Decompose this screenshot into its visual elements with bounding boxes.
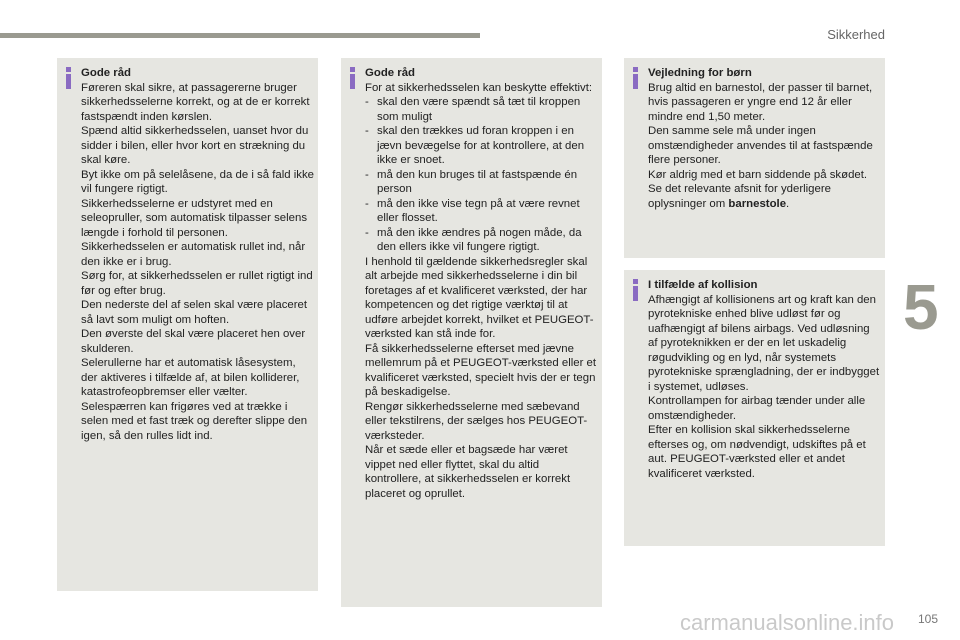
reference-link: barnestole	[728, 197, 787, 210]
tip-paragraph: Få sikkerhedsselerne efterset med jævne mellemrum på et PEUGEOT-værksted eller et kvalificeret værksted, specielt hvis der er tegn på beskadigelse.	[365, 342, 597, 398]
tip-title: Vejledning for børn	[648, 67, 752, 79]
chapter-number: 5	[903, 271, 939, 343]
tip-paragraph: Kontrollampen for airbag tænder under alle omstændigheder.	[648, 395, 866, 422]
section-title: Sikkerhed	[827, 27, 885, 42]
tip-paragraph: Afhængigt af kollisionens art og kraft kan den pyrotekniske enhed blive udløst før og uafhængigt af bilens airbags. Ved udløsning af pyroteknikken er der en let uskadelig røgudvikling og en lyd, når systemets pyrotekniske sprængladning, der er indbygget i systemet, udløses.	[648, 293, 880, 393]
tip-content	[648, 278, 881, 481]
page-number: 105	[917, 612, 938, 626]
tip-paragraph: Den nederste del af selen skal være placeret så lavt som muligt om hoften.	[81, 299, 308, 326]
tip-panel-general	[57, 58, 318, 591]
tip-title: Gode råd	[365, 67, 416, 79]
tip-title: I tilfælde af kollision	[648, 279, 758, 291]
tip-paragraph: Føreren skal sikre, at passagererne bruger sikkerhedsselerne korrekt, og at de er korrekt fastspændt inden kørslen.	[81, 81, 310, 123]
tip-paragraph: Sikkerhedsselen er automatisk rullet ind, når den ikke er i brug.	[81, 241, 306, 268]
tip-paragraph: Den samme sele må under ingen omstændigheder anvendes til at fastspænde flere personer.	[648, 125, 873, 166]
tip-paragraph: I henhold til gældende sikkerhedsregler skal alt arbejde med sikkerhedsselerne i din bil foretages af et kvalificeret værksted, der har kompetencen og det rigtige værktøj til at udføre arbejdet korrekt, hvilket et PEUGEOT-værksted kan stå inde for.	[365, 255, 594, 340]
tip-paragraph: Brug altid en barnestol, der passer til barnet, hvis passageren er yngre end 12 år eller mindre end 1,50 meter.	[648, 81, 873, 123]
list-item: - skal den trækkes ud foran kroppen i en jævn bevægelse for at kontrollere, at den ikke er snoet.	[365, 124, 598, 168]
tip-title: Gode råd	[81, 67, 132, 79]
tip-paragraph: Sikkerhedsselerne er udstyret med en seleopruller, som automatisk tilpasser selens længde i forhold til personen.	[81, 197, 308, 239]
list-item: - skal den være spændt så tæt til kroppen som muligt	[365, 95, 598, 124]
tip-paragraph: Efter en kollision skal sikkerhedsselerne efterses og, om nødvendigt, udskiftes på et aut. PEUGEOT-værksted eller et andet kvalificeret værksted.	[648, 424, 866, 480]
tip-paragraph: Sørg for, at sikkerhedsselen er rullet rigtigt ind før og efter brug.	[81, 270, 313, 297]
tip-intro: For at sikkerhedsselen kan beskytte effektivt:	[365, 81, 593, 94]
list-item: - må den kun bruges til at fastspænde én person	[365, 168, 598, 197]
info-icon	[347, 67, 358, 89]
header-accent-bar	[0, 33, 480, 38]
tip-paragraph-reference: Se det relevante afsnit for yderligere oplysninger om barnestole.	[648, 183, 831, 210]
tip-paragraph: Selerullerne har et automatisk låsesystem, der aktiveres i tilfælde af, at bilen kolliderer, katastrofeopbremser eller vælter. Selespærren kan frigøres ved at trække i selen med et fast træk og derefter slippe den igen, så den rulles lidt ind.	[81, 357, 308, 442]
info-icon	[630, 67, 641, 89]
tip-paragraph: Når et sæde eller et bagsæde har været vippet ned eller flyttet, skal du altid kontrollere, at sikkerhedsselen er korrekt placeret og oprullet.	[365, 444, 571, 500]
tip-panel-protection	[341, 58, 602, 607]
tip-paragraph: Rengør sikkerhedsselerne med sæbevand eller tekstilrens, der sælges hos PEUGEOT-værksteder.	[365, 400, 588, 442]
tip-content	[648, 66, 881, 211]
tip-content	[81, 66, 314, 443]
tip-paragraph: Den øverste del skal være placeret hen over skulderen.	[81, 328, 306, 355]
list-item: - må den ikke ændres på nogen måde, da den ellers ikke vil fungere rigtigt.	[365, 226, 598, 255]
tip-paragraph: Kør aldrig med et barn siddende på skødet.	[648, 168, 868, 181]
list-item: - må den ikke vise tegn på at være revnet eller flosset.	[365, 197, 598, 226]
tip-content	[365, 66, 598, 501]
tip-paragraph: Spænd altid sikkerhedsselen, uanset hvor du sidder i bilen, eller hvor kort en strækning du skal køre.	[81, 125, 309, 166]
tip-panel-collision	[624, 270, 885, 546]
tip-paragraph: Byt ikke om på selelåsene, da de i så fald ikke vil fungere rigtigt.	[81, 168, 315, 195]
tip-panel-children	[624, 58, 885, 258]
info-icon	[630, 279, 641, 301]
info-icon	[63, 67, 74, 89]
watermark: carmanualsonline.info	[680, 610, 895, 635]
